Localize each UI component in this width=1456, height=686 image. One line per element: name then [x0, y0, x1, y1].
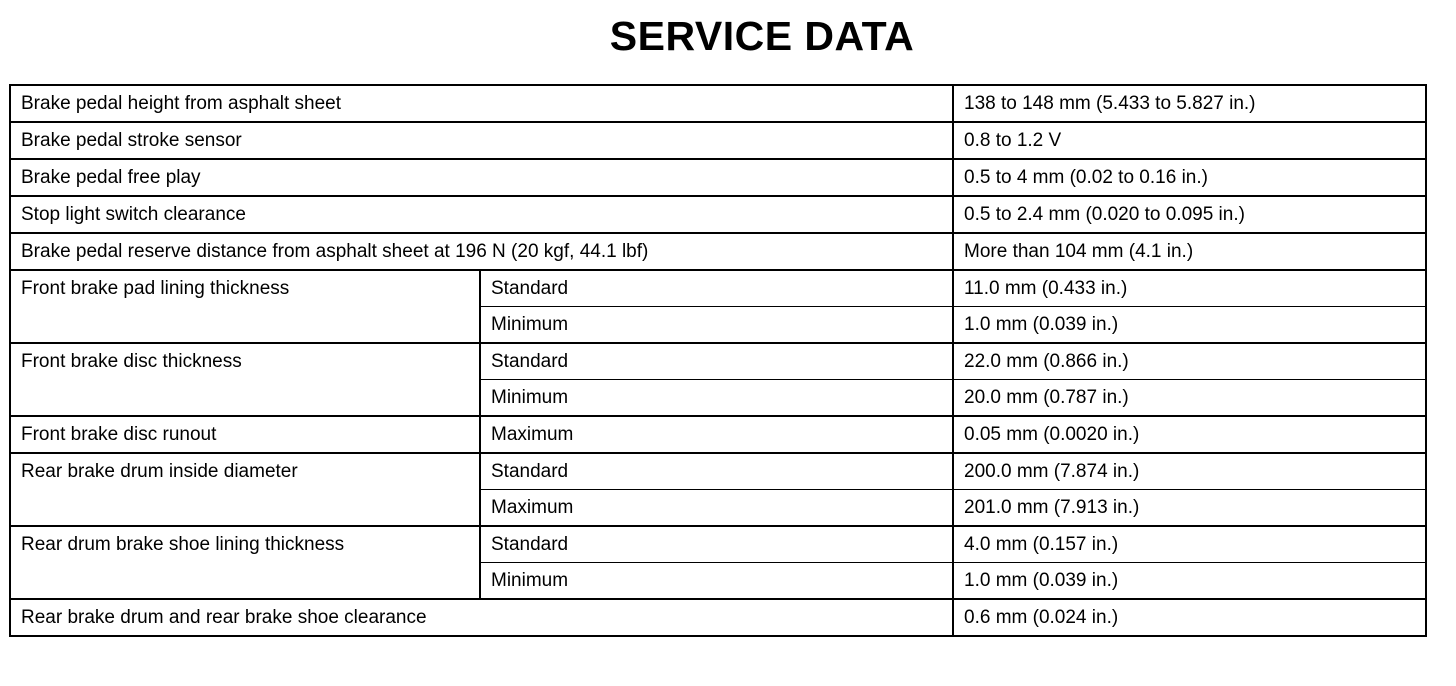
table-row: [10, 453, 1426, 490]
value-cell: 138 to 148 mm (5.433 to 5.827 in.): [953, 85, 1426, 122]
page-title: SERVICE DATA: [609, 13, 915, 59]
value-cell: 201.0 mm (7.913 in.): [953, 490, 1426, 527]
spec-label-cell: Standard: [480, 343, 953, 380]
item-cell: Front brake pad lining thickness: [10, 270, 480, 343]
table-row: [10, 270, 1426, 307]
item-cell: Rear brake drum inside diameter: [10, 453, 480, 526]
spec-label-cell: Standard: [480, 453, 953, 490]
value-cell: 0.6 mm (0.024 in.): [953, 599, 1426, 636]
spec-label-cell: Maximum: [480, 490, 953, 527]
item-cell: Brake pedal stroke sensor: [10, 122, 953, 159]
table-row: [10, 233, 1426, 270]
spec-label-cell: Maximum: [480, 416, 953, 453]
value-cell: 0.8 to 1.2 V: [953, 122, 1426, 159]
item-cell: Brake pedal height from asphalt sheet: [10, 85, 953, 122]
value-cell: 0.5 to 4 mm (0.02 to 0.16 in.): [953, 159, 1426, 196]
spec-label-cell: Standard: [480, 526, 953, 563]
table-row: [10, 196, 1426, 233]
table-row: [10, 526, 1426, 563]
value-cell: 1.0 mm (0.039 in.): [953, 307, 1426, 344]
table-row: [10, 159, 1426, 196]
value-cell: 0.5 to 2.4 mm (0.020 to 0.095 in.): [953, 196, 1426, 233]
value-cell: 200.0 mm (7.874 in.): [953, 453, 1426, 490]
value-cell: 11.0 mm (0.433 in.): [953, 270, 1426, 307]
item-cell: Rear brake drum and rear brake shoe clearance: [10, 599, 953, 636]
table-row: [10, 85, 1426, 122]
item-cell: Brake pedal free play: [10, 159, 953, 196]
item-cell: Stop light switch clearance: [10, 196, 953, 233]
table-row: [10, 599, 1426, 636]
value-cell: 20.0 mm (0.787 in.): [953, 380, 1426, 417]
table-row: [10, 343, 1426, 380]
item-cell: Front brake disc runout: [10, 416, 480, 453]
value-cell: 22.0 mm (0.866 in.): [953, 343, 1426, 380]
table-row: [10, 416, 1426, 453]
spec-label-cell: Standard: [480, 270, 953, 307]
item-cell: Front brake disc thickness: [10, 343, 480, 416]
value-cell: 1.0 mm (0.039 in.): [953, 563, 1426, 600]
spec-label-cell: Minimum: [480, 307, 953, 344]
spec-label-cell: Minimum: [480, 380, 953, 417]
item-cell: Brake pedal reserve distance from asphalt sheet at 196 N (20 kgf, 44.1 lbf): [10, 233, 953, 270]
value-cell: 0.05 mm (0.0020 in.): [953, 416, 1426, 453]
table-row: [10, 122, 1426, 159]
value-cell: 4.0 mm (0.157 in.): [953, 526, 1426, 563]
value-cell: More than 104 mm (4.1 in.): [953, 233, 1426, 270]
item-cell: Rear drum brake shoe lining thickness: [10, 526, 480, 599]
spec-label-cell: Minimum: [480, 563, 953, 600]
service-data-table: [9, 84, 1427, 637]
